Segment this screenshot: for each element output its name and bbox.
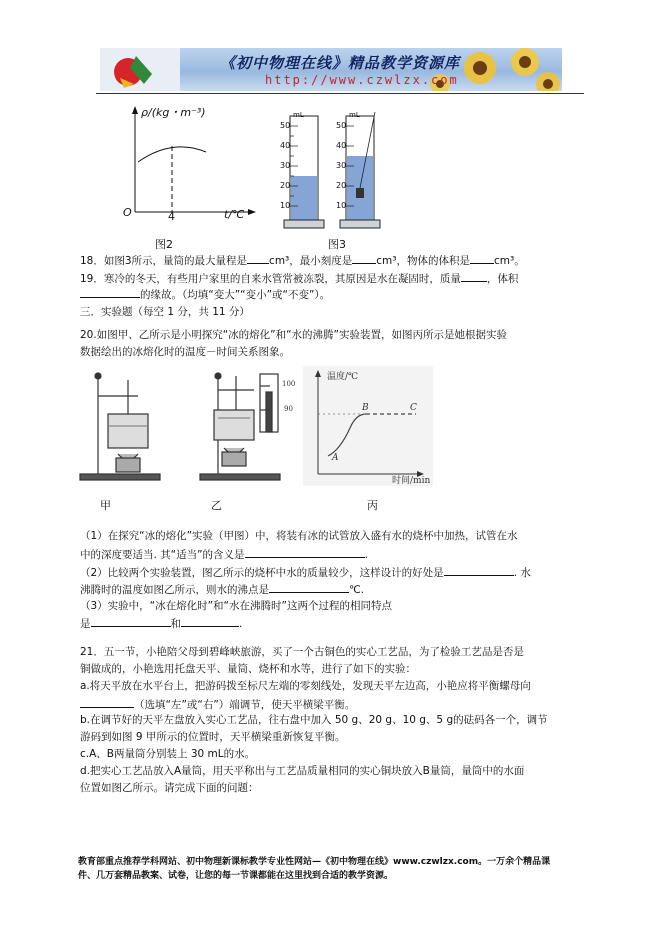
question-19-cont: 的缘故。（均填“变大”“变小”或“不变”）。 — [80, 287, 330, 302]
q20-part1-line2: 中的深度要适当. 其“适当”的含义是 . — [80, 549, 368, 561]
yi-thermometer-100: 100 — [282, 380, 296, 388]
q21-line-5: b.在调节好的天平左盘放入实心工艺品，往右盘中加入 50 g、20 g、10 g、5 g的砝码各一个，调节 — [80, 714, 548, 726]
graph2-caption: 图2 — [155, 238, 173, 251]
q18-blank-2[interactable] — [352, 253, 376, 264]
figure-jia — [80, 373, 160, 480]
cyl1-tick-20: 20 — [280, 181, 291, 190]
q21-line-8: d.把实心工艺品放入A量筒，用天平称出与工艺品质量相同的实心铜块放入B量筒，量筒中的水面 — [80, 765, 525, 777]
figure-yi — [200, 373, 280, 480]
cyl1-tick-40: 40 — [280, 141, 291, 150]
cyl2-tick-40: 40 — [336, 141, 347, 150]
bing-point-B: B — [362, 403, 369, 413]
question-18: 18．如图3所示，量筒的最大量程是 cm³，最小刻度是 cm³，物体的体积是 cm³。 — [80, 255, 525, 267]
q20-part1-line1: （1）在探究“冰的熔化”实验（甲图）中，将装有冰的试管放入盛有水的烧杯中加热，试管在水 — [80, 530, 518, 542]
graph2-tick: 4 — [168, 210, 175, 223]
header-rule — [96, 93, 584, 94]
yi-thermometer-90: 90 — [284, 405, 293, 413]
q21-line-9: 位置如图乙所示。请完成下面的问题： — [80, 782, 259, 794]
q21-blank-1[interactable] — [80, 697, 134, 708]
footer-line-2: 件、几万套精品教案、试卷，让您的每一节课都能在这里找到合适的教学资源。 — [78, 871, 394, 881]
q20-blank-4[interactable] — [91, 616, 171, 627]
q19-blank-2[interactable] — [80, 287, 140, 298]
bing-y-label: 温度/℃ — [327, 372, 359, 382]
q19-blank-1[interactable] — [461, 271, 487, 282]
fig-label-yi: 乙 — [211, 499, 222, 512]
q20-apparatus-figures — [78, 366, 438, 516]
cyl2-tick-50: 50 — [336, 121, 347, 130]
q18-blank-1[interactable] — [247, 253, 269, 264]
graph2-origin: O — [123, 206, 132, 219]
q18-blank-3[interactable] — [470, 253, 494, 264]
q20-intro-2: 数据绘出的冰熔化时的温度－时间关系图象。 — [80, 346, 290, 358]
q20-blank-2[interactable] — [444, 565, 514, 576]
fig-label-jia: 甲 — [100, 499, 111, 512]
q21-line-1: 21．五一节，小艳陪父母到碧峰峡旅游，买了一个古铜色的实心工艺品，为了检验工艺品是否是 — [80, 646, 524, 658]
cyl2-tick-10: 10 — [336, 201, 347, 210]
bing-x-label: 时间/min — [392, 476, 431, 486]
q21-line-6: 游码到如图 9 甲所示的位置时，天平横梁重新恢复平衡。 — [80, 731, 346, 743]
q21-line-2: 铜做成的，小艳选用托盘天平、量筒、烧杯和水等，进行了如下的实验： — [80, 663, 416, 675]
q21-line-3: a.将天平放在水平台上，把游码拨至标尺左端的零刻线处，发现天平左边高，小艳应将平衡螺母向 — [80, 680, 531, 692]
graph2-x-label: t/℃ — [224, 208, 245, 221]
cyl2-unit: mL — [349, 111, 360, 119]
q20-blank-5[interactable] — [181, 616, 239, 627]
cyl1-tick-30: 30 — [280, 161, 291, 170]
graph3-caption: 图3 — [328, 238, 346, 251]
q20-part2-line2: 沸腾时的温度如图乙所示，则水的沸点是 ℃. — [80, 584, 365, 596]
header-banner — [100, 48, 562, 91]
cylinder1-water — [291, 176, 317, 221]
q20-part3-line1: （3）实验中，“冰在熔化时”和“水在沸腾时”这两个过程的相同特点 — [80, 600, 392, 612]
q21-line-4: （选填“左”或“右”）端调节，使天平横梁平衡。 — [80, 697, 355, 712]
fig-label-bing: 丙 — [367, 499, 378, 512]
cyl1-tick-10: 10 — [280, 201, 291, 210]
q21-line-7: c.A、B两量筒分别装上 30 mL的水。 — [80, 748, 256, 760]
bing-point-C: C — [410, 403, 417, 413]
q20-blank-3[interactable] — [269, 582, 349, 593]
q20-part2-line1: （2）比较两个实验装置，图乙所示的烧杯中水的质量较少，这样设计的好处是 . 水 — [80, 567, 531, 579]
graph2-y-label: ρ/(kg・m⁻³) — [141, 106, 206, 119]
cyl1-unit: mL — [293, 111, 304, 119]
object-in-cylinder — [356, 188, 364, 198]
section-3-heading: 三．实验题（每空 1 分，共 11 分） — [80, 306, 250, 318]
cyl2-tick-30: 30 — [336, 161, 347, 170]
q20-blank-1[interactable] — [245, 547, 365, 558]
bing-point-A: A — [332, 453, 339, 463]
q20-intro-1: 20.如图甲、乙所示是小明探究“冰的熔化”和“水的沸腾”实验装置，如图丙所示是她根据实验 — [80, 329, 507, 341]
footer-line-1: 教育部重点推荐学科网站、初中物理新课标教学专业性网站—《初中物理在线》www.czwlzx.com。一万余个精品课 — [78, 857, 551, 867]
banner-title: 《初中物理在线》精品教学资源库 — [220, 54, 461, 72]
banner-url: http://www.czwlzx.com — [265, 73, 459, 87]
cyl1-tick-50: 50 — [280, 121, 291, 130]
figure-bing-graph — [303, 366, 433, 486]
cyl2-tick-20: 20 — [336, 181, 347, 190]
question-19: 19．寒冷的冬天，有些用户家里的自来水管常被冻裂，其原因是水在凝固时，质量 ，体积 — [80, 273, 519, 285]
q20-part3-line2: 是 和 . — [80, 618, 243, 630]
